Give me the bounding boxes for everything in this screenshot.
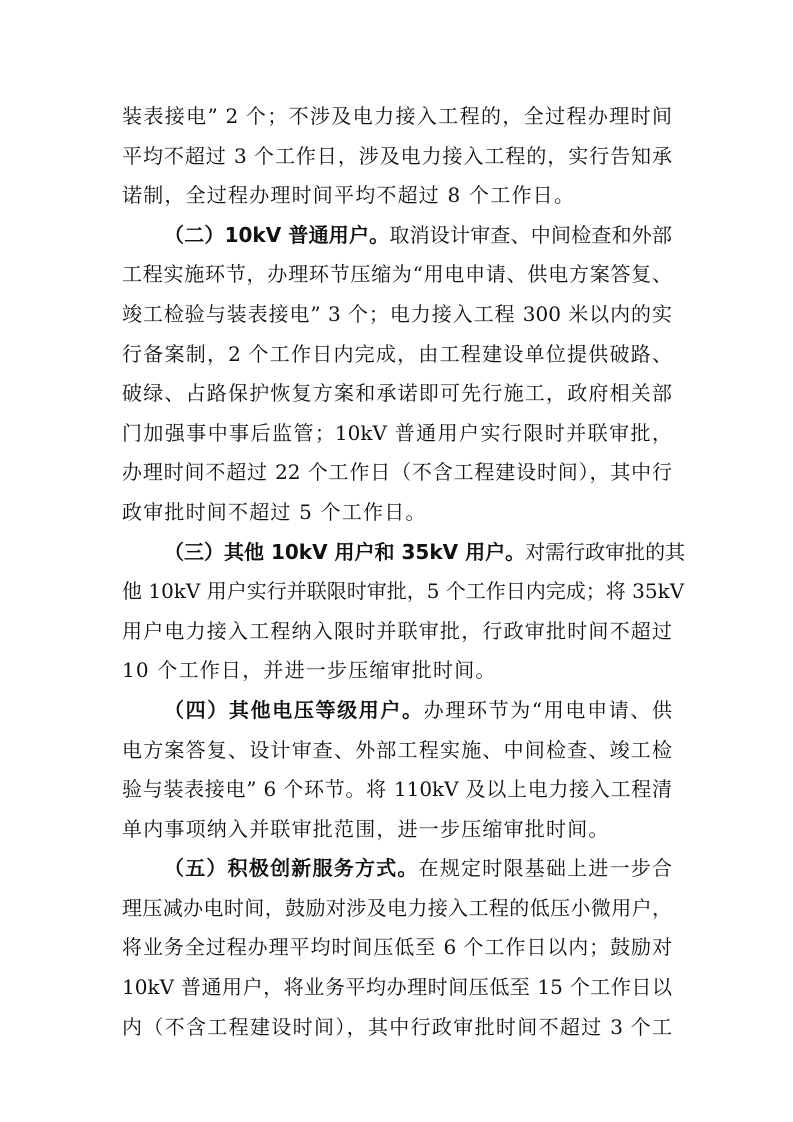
text-run: 取消设计审查、中间检查和外部 [389, 222, 673, 247]
text-line: 验与装表接电” 6 个环节。将 110kV 及以上电力接入工程清 [122, 777, 672, 802]
text-run: 对需行政审批的其 [525, 539, 686, 564]
text-line [122, 533, 686, 573]
text-run: 办理环节为“用电申请、供 [423, 697, 673, 722]
section-heading: （四）其他电压等级用户。 [164, 697, 424, 722]
paragraph-continuation [122, 97, 672, 216]
section-heading: （三）其他 10kV 用户和 35kV 用户。 [164, 539, 526, 564]
text-line: 工程实施环节，办理环节压缩为“用电申请、供电方案答复、 [122, 262, 672, 287]
text-line: 装表接电” 2 个；不涉及电力接入工程的，全过程办理时间 [122, 104, 672, 128]
text-line: 平均不超过 3 个工作日，涉及电力接入工程的，实行告知承 [122, 143, 672, 168]
text-line: 办理时间不超过 22 个工作日（不含工程建设时间），其中行 [122, 460, 672, 485]
text-line [122, 849, 672, 889]
text-line: 10kV 普通用户，将业务平均办理时间压低至 15 个工作日以 [122, 975, 672, 1000]
paragraph-5-service-innovation [122, 849, 672, 1047]
paragraph-2-10kv-users [122, 216, 672, 533]
text-line: 电方案答复、设计审查、外部工程实施、中间检查、竣工检 [122, 737, 672, 762]
text-line: 内（不含工程建设时间），其中行政审批时间不超过 3 个工 [122, 1014, 672, 1039]
text-run: 在规定时限基础上进一步合 [418, 856, 673, 881]
text-line: 破绿、占路保护恢复方案和承诺即可先行施工，政府相关部 [122, 381, 672, 406]
text-line: 用户电力接入工程纳入限时并联审批，行政审批时间不超过 [122, 618, 672, 643]
section-heading: （二）10kV 普通用户。 [164, 222, 390, 247]
text-line: 诺制，全过程办理时间平均不超过 8 个工作日。 [122, 183, 576, 208]
text-line: 门加强事中事后监管；10kV 普通用户实行限时并联审批， [122, 420, 672, 445]
text-line: 竣工检验与装表接电” 3 个；电力接入工程 300 米以内的实 [122, 301, 672, 326]
paragraph-3-other-10kv-35kv [122, 533, 686, 691]
text-line [122, 691, 672, 731]
paragraph-4-other-voltage [122, 691, 672, 849]
section-heading: （五）积极创新服务方式。 [164, 856, 419, 881]
text-line: 单内事项纳入并联审批范围，进一步压缩审批时间。 [122, 816, 610, 841]
text-line: 理压减办电时间，鼓励对涉及电力接入工程的低压小微用户， [122, 895, 672, 920]
text-line: 10 个工作日，并进一步压缩审批时间。 [122, 658, 497, 683]
document-page [122, 97, 686, 1047]
text-line: 政审批时间不超过 5 个工作日。 [122, 499, 427, 524]
text-line: 他 10kV 用户实行并联限时审批，5 个工作日内完成；将 35kV [122, 579, 685, 604]
text-line [122, 216, 672, 256]
text-line: 将业务全过程办理平均时间压低至 6 个工作日以内；鼓励对 [122, 935, 672, 960]
text-line: 行备案制，2 个工作日内完成，由工程建设单位提供破路、 [122, 341, 672, 366]
